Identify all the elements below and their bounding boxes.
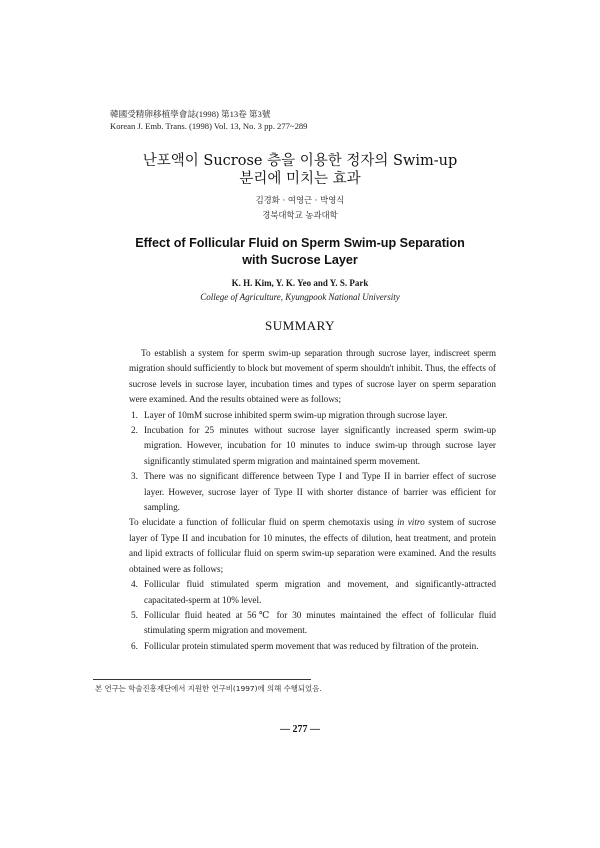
footnote-divider bbox=[93, 679, 311, 680]
list-item-number: 1. bbox=[131, 409, 138, 420]
list-item bbox=[131, 639, 496, 654]
journal-citation bbox=[110, 108, 307, 132]
english-affiliation: College of Agriculture, Kyungpook National University bbox=[200, 292, 400, 302]
list-item-text: Follicular fluid stimulated sperm migration and movement, and significantly-attracted capacitated-sperm at 10% level. bbox=[144, 579, 496, 605]
english-title-line2: with Sucrose Layer bbox=[242, 253, 358, 267]
list-item-number: 5. bbox=[131, 609, 138, 620]
list-item-text: There was no significant difference between Type I and Type II in barrier effect of sucrose layer. However, sucrose layer of Type II with shorter distance of barrier was efficient for sampling. bbox=[144, 471, 496, 513]
journal-citation-english: Korean J. Emb. Trans. (1998) Vol. 13, No. 3 pp. 277~289 bbox=[110, 121, 308, 131]
english-title bbox=[0, 235, 600, 269]
list-item bbox=[131, 408, 496, 423]
list-item-number: 6. bbox=[131, 640, 138, 651]
korean-affiliation: 경북대학교 농과대학 bbox=[262, 210, 338, 220]
paragraph-text: system of sucrose layer of Type II and incubation for 10 minutes, the effects of dilution, heat treatment, and protein and lipid extracts of follicular fluid on sperm swim-up separation were examined. And the results obtained were as follows; bbox=[129, 517, 496, 574]
list-item bbox=[131, 577, 496, 608]
korean-title-line2: 분리에 미치는 효과 bbox=[239, 171, 361, 187]
list-item bbox=[131, 469, 496, 515]
list-item-text: Layer of 10mM sucrose inhibited sperm swim-up migration through sucrose layer. bbox=[144, 409, 448, 420]
results-list-first bbox=[129, 408, 496, 516]
summary-second-paragraph bbox=[129, 515, 496, 577]
funding-footnote: 본 연구는 학술진흥재단에서 지원한 연구비(1997)에 의해 수행되었음. bbox=[95, 684, 322, 693]
korean-title bbox=[0, 152, 600, 188]
summary-body bbox=[129, 346, 496, 654]
summary-heading: SUMMARY bbox=[265, 318, 335, 333]
results-list-second bbox=[129, 577, 496, 654]
list-item-text: Follicular fluid heated at 56℃ for 30 minutes maintained the effect of follicular fluid stimulating sperm migration and movement. bbox=[144, 609, 496, 636]
list-item-number: 2. bbox=[131, 425, 138, 436]
page-number: — 277 — bbox=[280, 724, 320, 735]
journal-citation-korean: 韓國受精卵移植學會誌(1998) 第13卷 第3號 bbox=[110, 109, 271, 119]
korean-author-names: 김경화 · 여영근 · 박영식 bbox=[255, 195, 345, 205]
paragraph-text: To elucidate a function of follicular fluid on sperm chemotaxis using bbox=[129, 517, 398, 528]
list-item-number: 4. bbox=[131, 579, 138, 590]
paragraph-italic-term: in vitro bbox=[397, 517, 425, 528]
english-title-line1: Effect of Follicular Fluid on Sperm Swim-up Separation bbox=[135, 236, 465, 250]
korean-authors bbox=[0, 193, 600, 223]
list-item-text: Follicular protein stimulated sperm movement that was reduced by filtration of the protein. bbox=[144, 640, 479, 651]
korean-title-line1: 난포액이 Sucrose 층을 이용한 정자의 Swim-up bbox=[142, 153, 458, 169]
summary-intro-paragraph: To establish a system for sperm swim-up separation through sucrose layer, indiscreet sperm migration should sufficiently to block but movement of sperm shouldn't inhibit. Thus, the effects of sucrose levels in sucrose layer, incubation times and types of sucrose layer on sperm separation were examined. And the results obtained were as follows; bbox=[129, 348, 496, 405]
english-author-names: K. H. Kim, Y. K. Yeo and Y. S. Park bbox=[231, 278, 369, 288]
list-item-number: 3. bbox=[131, 471, 138, 482]
english-authors bbox=[0, 276, 600, 304]
list-item bbox=[131, 608, 496, 639]
list-item bbox=[131, 423, 496, 469]
list-item-text: Incubation for 25 minutes without sucrose layer significantly increased sperm swim-up migration. However, incubation for 10 minutes to induce swim-up through sucrose layer significantly stimulated sperm migration and maintained sperm movement. bbox=[144, 425, 496, 466]
